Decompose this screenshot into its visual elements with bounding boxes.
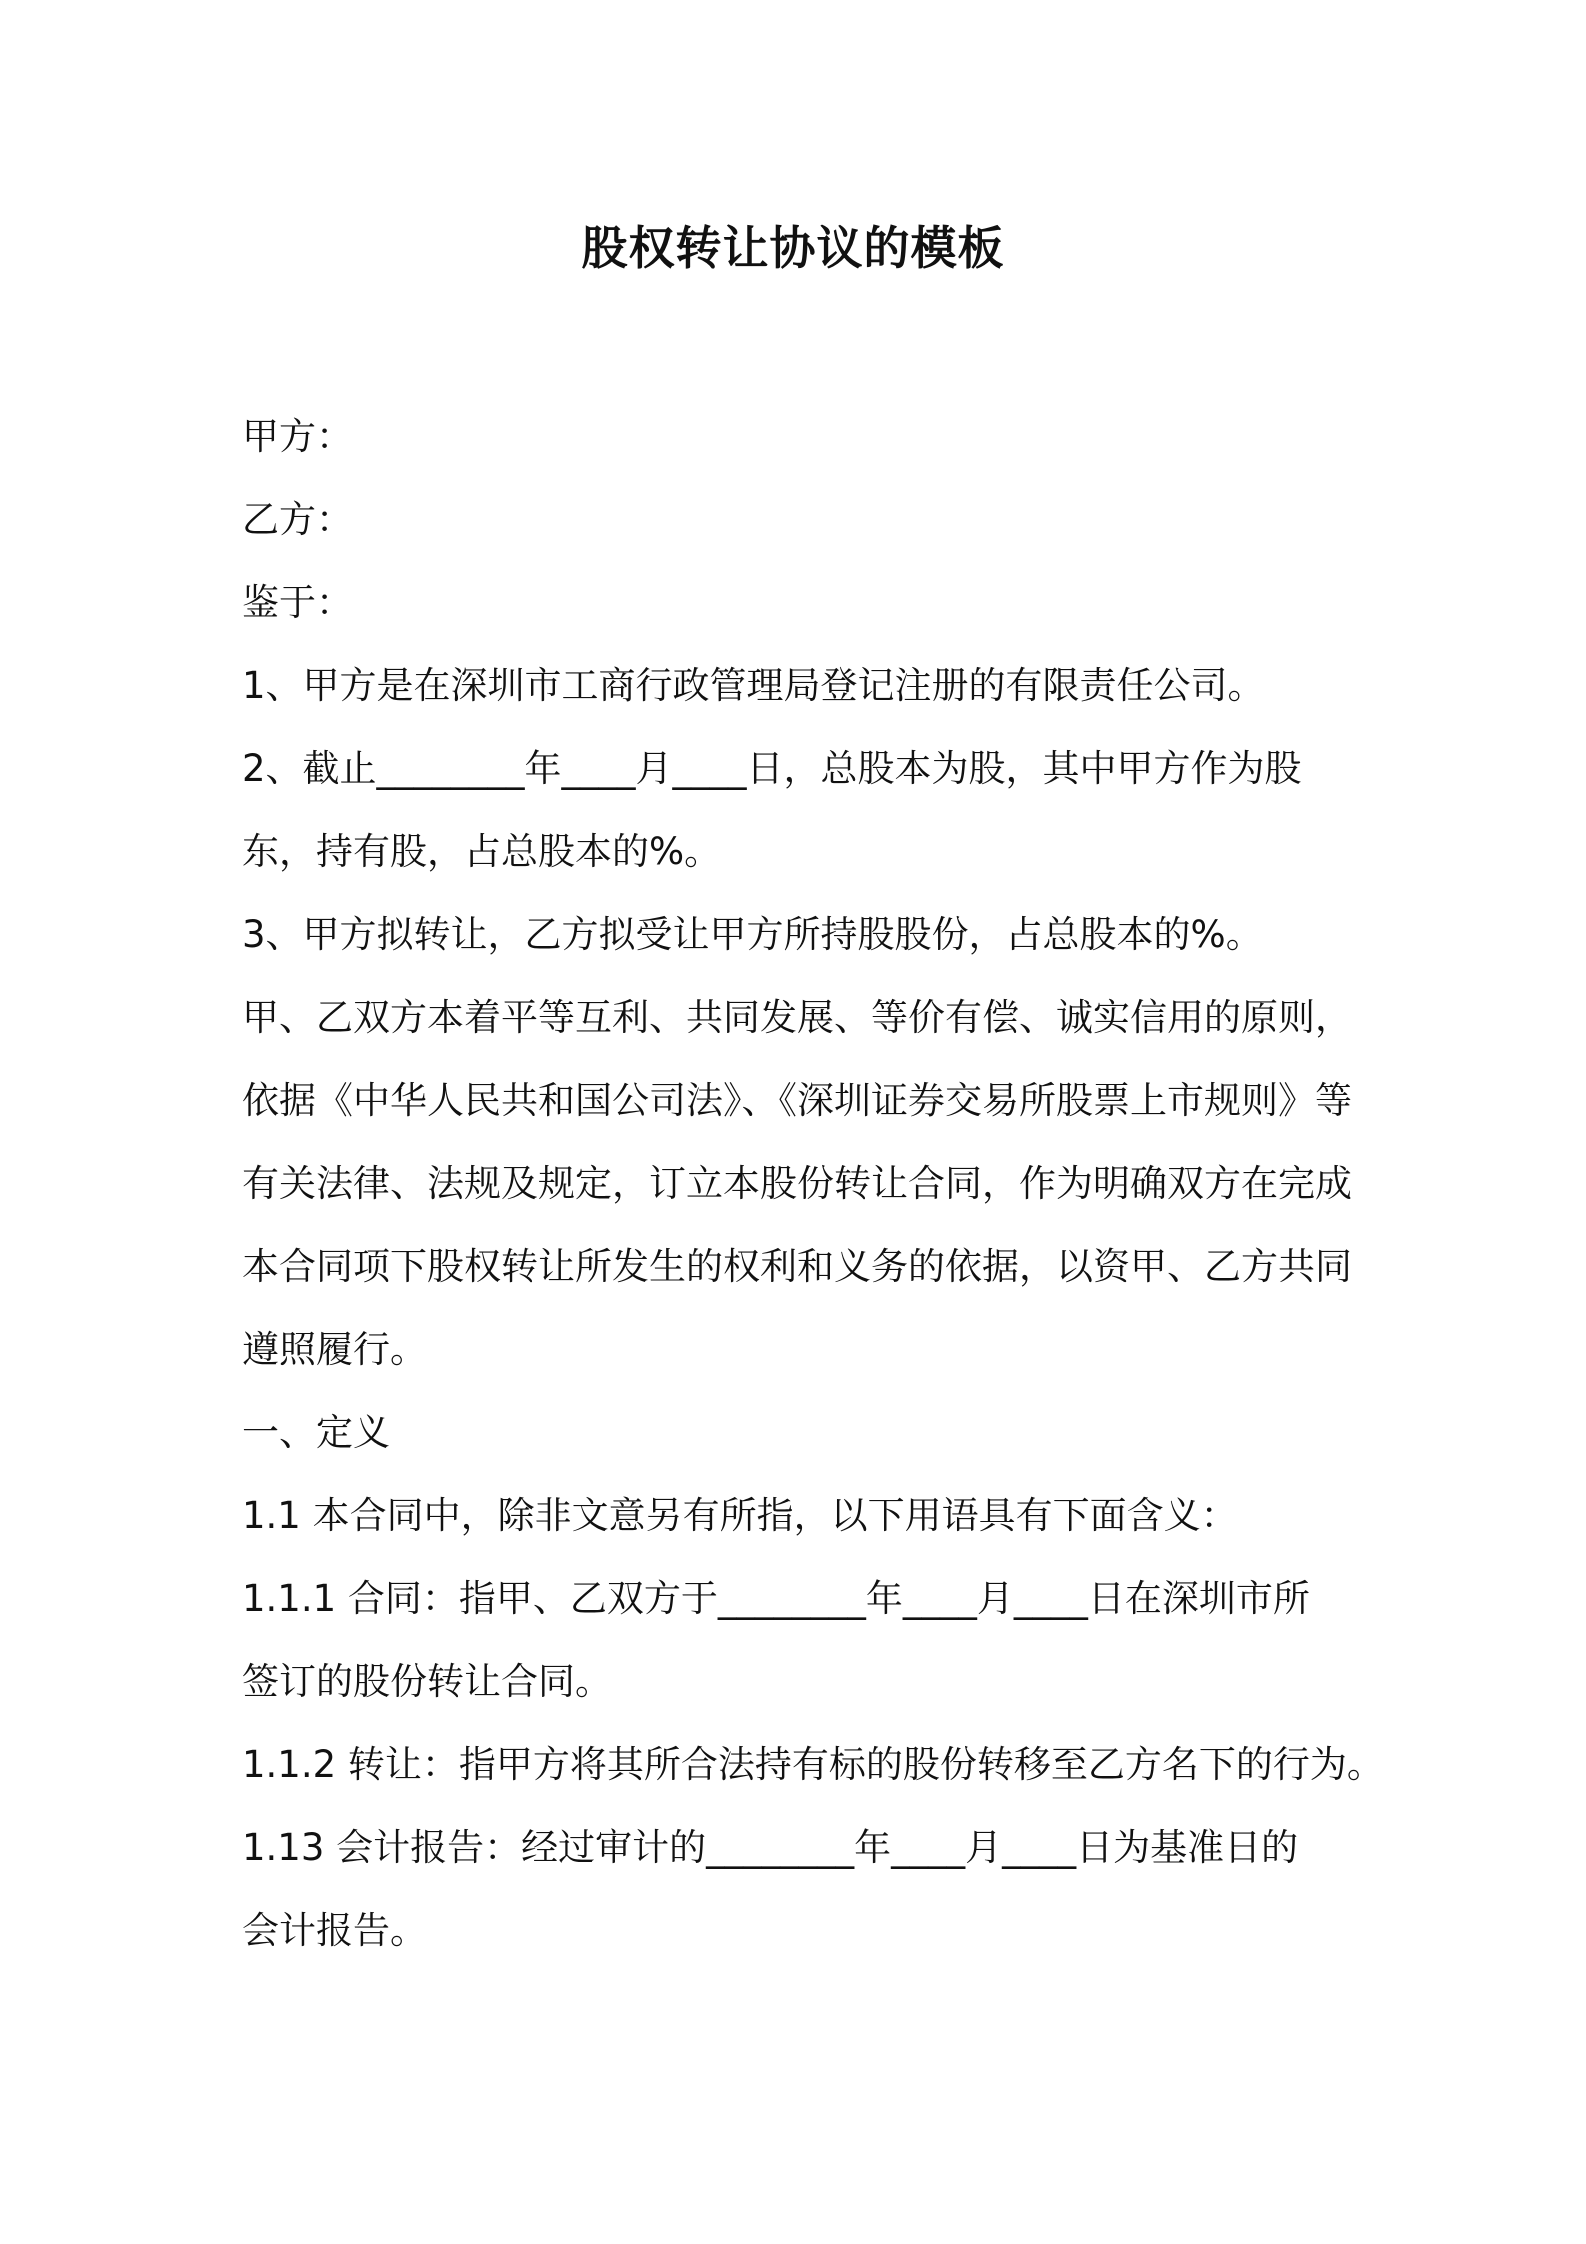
paragraph-line: 依据《中华人民共和国公司法》、《深圳证券交易所股票上市规则》等: [242, 1079, 1352, 1122]
paragraph-line: 甲、乙双方本着平等互利、共同发展、等价有偿、诚实信用的原则，: [242, 996, 1352, 1039]
section-heading: 一、定义: [242, 1411, 390, 1454]
paragraph-line: 东，持有股，占总股本的%。: [242, 830, 722, 873]
paragraph-line: 2、截止________年____月____日，总股本为股，其中甲方作为股: [242, 747, 1302, 790]
clause-line: 1.1.2 转让：指甲方将其所合法持有标的股份转移至乙方名下的行为。: [242, 1743, 1384, 1786]
paragraph-line: 3、甲方拟转让，乙方拟受让甲方所持股股份，占总股本的%。: [242, 913, 1263, 956]
clause-line: 签订的股份转让合同。: [242, 1660, 612, 1703]
paragraph-line: 本合同项下股权转让所发生的权利和义务的依据，以资甲、乙方共同: [242, 1245, 1352, 1288]
paragraph-line: 1、甲方是在深圳市工商行政管理局登记注册的有限责任公司。: [242, 664, 1265, 707]
clause-line: 1.13 会计报告：经过审计的________年____月____日为基准日的: [242, 1826, 1299, 1869]
party-a-line: 甲方：: [242, 415, 353, 458]
whereas-line: 鉴于：: [242, 581, 353, 624]
clause-line: 1.1.1 合同：指甲、乙双方于________年____月____日在深圳市所: [242, 1577, 1310, 1620]
clause-line: 1.1 本合同中，除非文意另有所指，以下用语具有下面含义：: [242, 1494, 1238, 1537]
party-b-line: 乙方：: [242, 498, 353, 541]
clause-line: 会计报告。: [242, 1909, 427, 1952]
paragraph-line: 有关法律、法规及规定，订立本股份转让合同，作为明确双方在完成: [242, 1162, 1352, 1205]
paragraph-line: 遵照履行。: [242, 1328, 427, 1371]
document-title: 股权转让协议的模板: [581, 221, 1005, 275]
